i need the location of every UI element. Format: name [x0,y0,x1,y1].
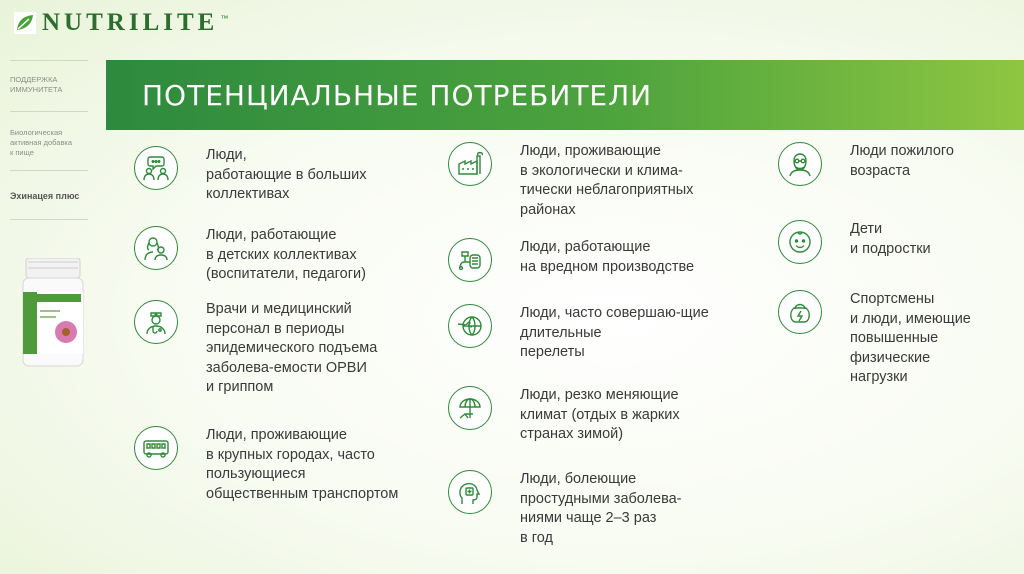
consumer-group [448,304,709,363]
consumer-group [448,238,694,282]
doctor-icon [134,300,178,344]
product-bottle-image [18,258,88,368]
consumer-group-text: Дети и подростки [850,221,931,257]
consumer-group [134,226,366,285]
sick-head-icon [448,470,492,514]
consumer-group [134,300,377,398]
caregiver-child-icon [134,226,178,270]
beach-umbrella-icon [448,386,492,430]
people-chat-icon [134,146,178,190]
consumer-group-text: Спортсмены и люди, имеющие повышенные физические нагрузки [850,291,971,385]
consumer-group-text: Люди, работающие в больших коллективах [206,147,367,202]
consumer-group [778,290,971,388]
consumer-group-text: Люди, проживающие в экологически и клима- тически неблагоприятных районах [520,143,694,218]
sidebar-divider [10,60,88,61]
consumer-group-text: Люди, часто совершаю-щие длительные перелеты [520,305,709,360]
consumer-group [134,426,398,504]
consumer-group [778,142,954,186]
consumer-group-text: Люди, болеющие простудными заболева- ниями чаще 2–3 раз в год [520,471,682,546]
sidebar-item-immunity: ПОДДЕРЖКА ИММУНИТЕТА [10,75,63,94]
airplane-globe-icon [448,304,492,348]
sidebar-divider [10,111,88,112]
consumer-group [448,470,682,548]
consumer-group-text: Люди, резко меняющие климат (отдых в жарких странах зимой) [520,387,680,442]
leaf-logo-icon [14,12,36,34]
sidebar-item-supplement: Биологическая активная добавка к пище [10,128,73,157]
sidebar [10,60,90,220]
title-banner [106,60,1024,130]
sidebar-item-echinacea: Эхинацея плюс [10,191,80,201]
brand-logo [14,9,229,36]
child-face-icon [778,220,822,264]
industrial-equipment-icon [448,238,492,282]
consumer-group [448,142,693,220]
brand-name: NUTRILITE [42,9,219,36]
consumer-group [778,220,931,264]
consumer-group-text: Люди, проживающие в крупных городах, часто пользующиеся общественным транспортом [206,427,399,502]
factory-icon [448,142,492,186]
consumer-group-text: Люди, работающие в детских коллективах (воспитатели, педагоги) [206,227,366,282]
sidebar-divider [10,219,88,220]
brand-trademark: ™ [220,14,229,23]
consumer-group [448,386,680,445]
kettlebell-icon [778,290,822,334]
consumer-group [134,146,367,205]
sidebar-divider [10,170,88,171]
elderly-person-icon [778,142,822,186]
page-title: ПОТЕНЦИАЛЬНЫЕ ПОТРЕБИТЕЛИ [142,78,653,112]
consumer-group-text: Люди пожилого возраста [850,143,954,179]
consumer-group-text: Врачи и медицинский персонал в периоды эпидемического подъема заболева-емости ОРВИ и гриппом [206,301,378,395]
bus-icon [134,426,178,470]
consumer-group-text: Люди, работающие на вредном производстве [520,239,695,275]
